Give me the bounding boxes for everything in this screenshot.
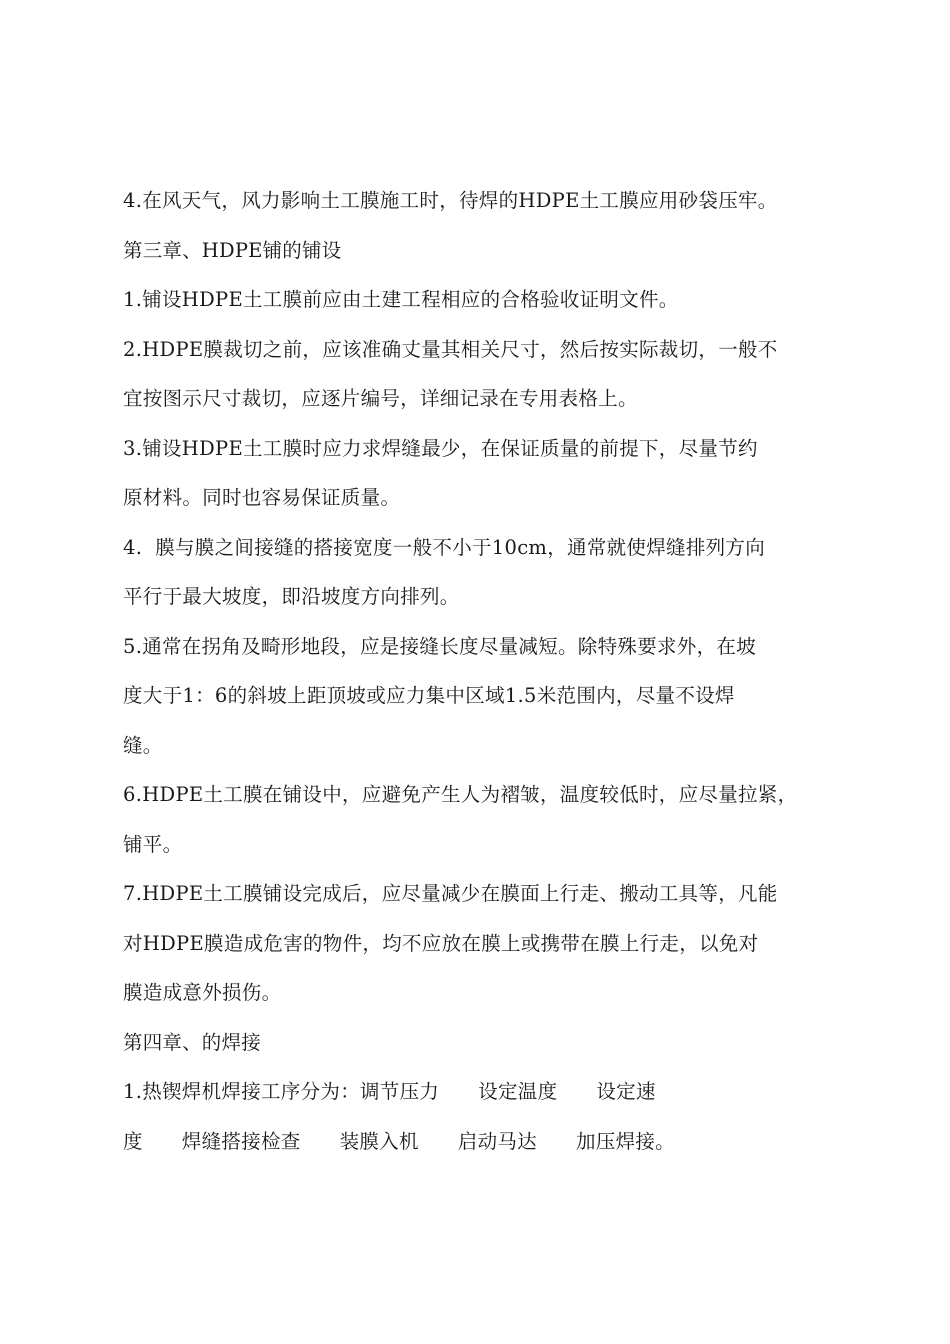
paragraph-line: 平行于最大坡度，即沿坡度方向排列。 — [123, 585, 460, 608]
paragraph-line: 1.热锲焊机焊接工序分为：调节压力 设定温度 设定速 — [123, 1080, 656, 1103]
document-body — [123, 176, 835, 1166]
paragraph-line: 1.铺设HDPE土工膜前应由土建工程相应的合格验收证明文件。 — [123, 288, 679, 311]
chapter-heading: 第三章、HDPE铺的铺设 — [123, 238, 342, 262]
paragraph-line: 3.铺设HDPE土工膜时应力求焊缝最少，在保证质量的前提下，尽量节约 — [123, 436, 758, 460]
paragraph-line: 5.通常在拐角及畸形地段，应是接缝长度尽量减短。除特殊要求外，在坡 — [123, 634, 757, 658]
chapter-heading: 第四章、的焊接 — [123, 1030, 261, 1054]
paragraph-line: 铺平。 — [123, 832, 183, 856]
paragraph-line: 6.HDPE土工膜在铺设中，应避免产生人为褶皱，温度较低时，应尽量拉紧， — [123, 783, 798, 806]
paragraph-line: 2.HDPE膜裁切之前，应该准确丈量其相关尺寸，然后按实际裁切，一般不 — [123, 337, 778, 361]
paragraph-line: 7.HDPE土工膜铺设完成后，应尽量减少在膜面上行走、搬动工具等，凡能 — [123, 882, 778, 905]
paragraph-line: 原材料。同时也容易保证质量。 — [123, 486, 401, 509]
paragraph-line: 膜造成意外损伤。 — [123, 981, 282, 1004]
paragraph-line: 4. 膜与膜之间接缝的搭接宽度一般不小于10cm，通常就使焊缝排列方向 — [123, 535, 766, 559]
paragraph-line: 4.在风天气，风力影响土工膜施工时，待焊的HDPE土工膜应用砂袋压牢。 — [123, 189, 778, 212]
paragraph-line: 缝。 — [123, 733, 163, 757]
paragraph-line: 度 焊缝搭接检查 装膜入机 启动马达 加压焊接。 — [123, 1129, 675, 1153]
paragraph-line: 对HDPE膜造成危害的物件，均不应放在膜上或携带在膜上行走，以免对 — [123, 931, 759, 955]
paragraph-line: 度大于1：6的斜坡上距顶坡或应力集中区域1.5米范围内，尽量不设焊 — [123, 684, 735, 707]
paragraph-line: 宜按图示尺寸裁切，应逐片编号，详细记录在专用表格上。 — [123, 387, 638, 410]
